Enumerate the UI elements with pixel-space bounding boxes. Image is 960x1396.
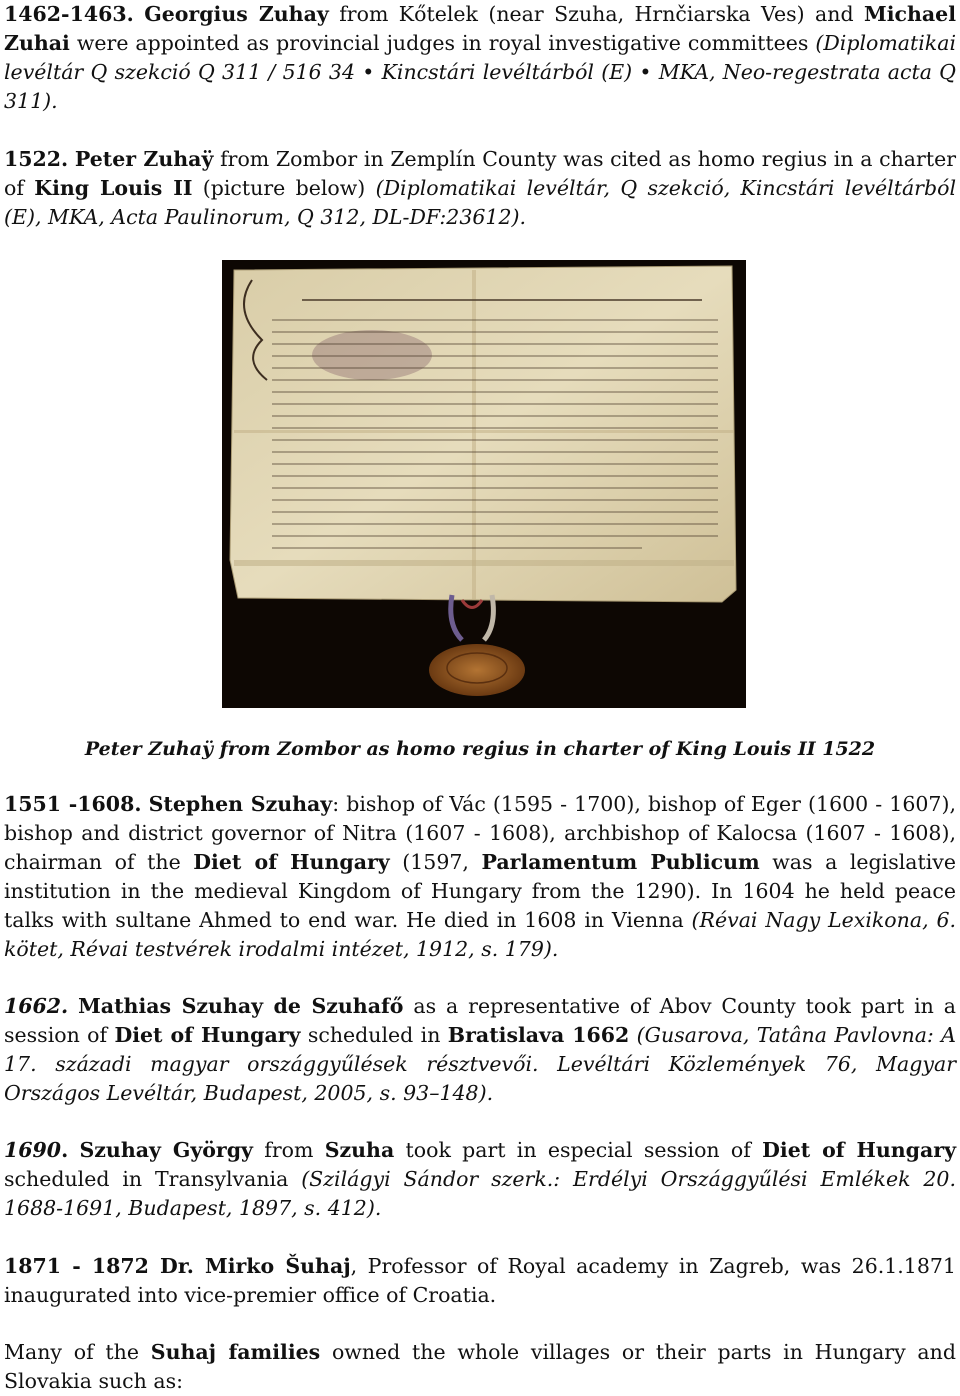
citation: (Szilágyi Sándor szerk.: Erdélyi Országgyűlési Emlékek 20. 1688-1691, Budapest, 1897, s. 412). — [4, 1167, 956, 1220]
citation: (Diplomatikai levéltár Q szekció Q 311 / 516 34 • Kincstári levéltárból (E) • MKA, Neo-regestrata acta Q 311). — [4, 31, 956, 113]
diet-label: Diet of Hungary — [762, 1138, 956, 1162]
citation: (Diplomatikai levéltár, Q szekció, Kincstári levéltárból (E), MKA, Acta Paulinorum, Q 312, DL-DF:23612). — [4, 176, 956, 229]
charter-image — [222, 260, 746, 708]
paragraph-families — [4, 1338, 956, 1396]
body-text: from Zombor in Zemplín County was cited as homo regius in a charter of — [4, 147, 957, 200]
parchment-illustration — [222, 260, 746, 708]
year-label: 1522. — [4, 147, 69, 171]
person-name: Dr. Mirko Šuhaj — [148, 1254, 351, 1278]
place-label: Bratislava 1662 — [447, 1023, 630, 1047]
paragraph-1690 — [4, 1136, 956, 1223]
body-text: from Kőtelek (near Szuha, Hrnčiarska Ves) and — [328, 2, 864, 26]
year-label: 1551 -1608. — [4, 792, 142, 816]
body-text: (picture below) — [192, 176, 376, 200]
body-text: was a legislative institution in the medieval Kingdom of Hungary from the 1290). In 1604 he held peace talks with sultane Ahmed to end war. He died in 1608 in Vienna — [4, 850, 957, 932]
person-name: Georgius Zuhay — [144, 2, 329, 26]
paragraph-1662 — [4, 992, 956, 1108]
king-name: King Louis II — [34, 176, 193, 200]
body-text: : bishop of Vác (1595 - 1700), bishop of Eger (1600 - 1607), bishop and district governor of Nitra (1607 - 1608), archbishop of Kalocsa (1607 - 1608), chairman of the — [4, 792, 956, 874]
person-name: Stephen Szuhay — [148, 792, 333, 816]
body-text: owned the whole villages or their parts in Hungary and Slovakia such as: — [4, 1340, 956, 1393]
year-label: 1662. — [4, 994, 69, 1018]
person-name: Michael Zuhai — [4, 2, 956, 55]
person-name: Peter Zuhaÿ — [74, 147, 214, 171]
figure-caption: Peter Zuhaÿ from Zombor as homo regius in charter of King Louis II 1522 — [84, 738, 876, 760]
person-name: Szuhay György — [79, 1138, 253, 1162]
person-name: Mathias Szuhay de Szuhafő — [78, 994, 404, 1018]
body-text: scheduled in — [300, 1023, 448, 1047]
body-text: were appointed as provincial judges in royal investigative committees — [69, 31, 816, 55]
paragraph-1551 — [4, 790, 956, 964]
families-label: Suhaj families — [150, 1340, 321, 1364]
body-text: scheduled in Transylvania — [4, 1167, 302, 1191]
year-label: 1871 - 1872 — [4, 1254, 149, 1278]
paragraph-1522 — [4, 145, 956, 232]
paragraph-1462 — [4, 0, 956, 116]
paragraph-1871 — [4, 1252, 956, 1310]
body-text: , Professor of Royal academy in Zagreb, was 26.1.1871 inaugurated into vice-premier office of Croatia. — [4, 1254, 956, 1307]
body-text: took part in especial session of — [394, 1138, 763, 1162]
body-text: (1597, — [389, 850, 482, 874]
year-dot: . — [61, 1138, 69, 1162]
parliament-label: Parlamentum Publicum — [481, 850, 760, 874]
year-label: 1690 — [4, 1138, 62, 1162]
place-label: Szuha — [324, 1138, 395, 1162]
citation: (Révai Nagy Lexikona, 6. kötet, Révai testvérek irodalmi intézet, 1912, s. 179). — [4, 908, 956, 961]
body-text: Many of the — [4, 1340, 151, 1364]
citation: (Gusarova, Tatâna Pavlovna: A 17. századi magyar országgyűlések résztvevői. Levéltári Közlemények 76, Magyar Országos Levéltár, Budapest, 2005, s. 93–148). — [4, 1023, 956, 1105]
body-text: from — [252, 1138, 325, 1162]
body-text: as a representative of Abov County took part in a session of — [4, 994, 956, 1047]
year-label: 1462-1463. — [4, 2, 134, 26]
diet-label: Diet of Hungary — [193, 850, 390, 874]
diet-label: Diet of Hungary — [114, 1023, 301, 1047]
body-text — [629, 1023, 636, 1047]
